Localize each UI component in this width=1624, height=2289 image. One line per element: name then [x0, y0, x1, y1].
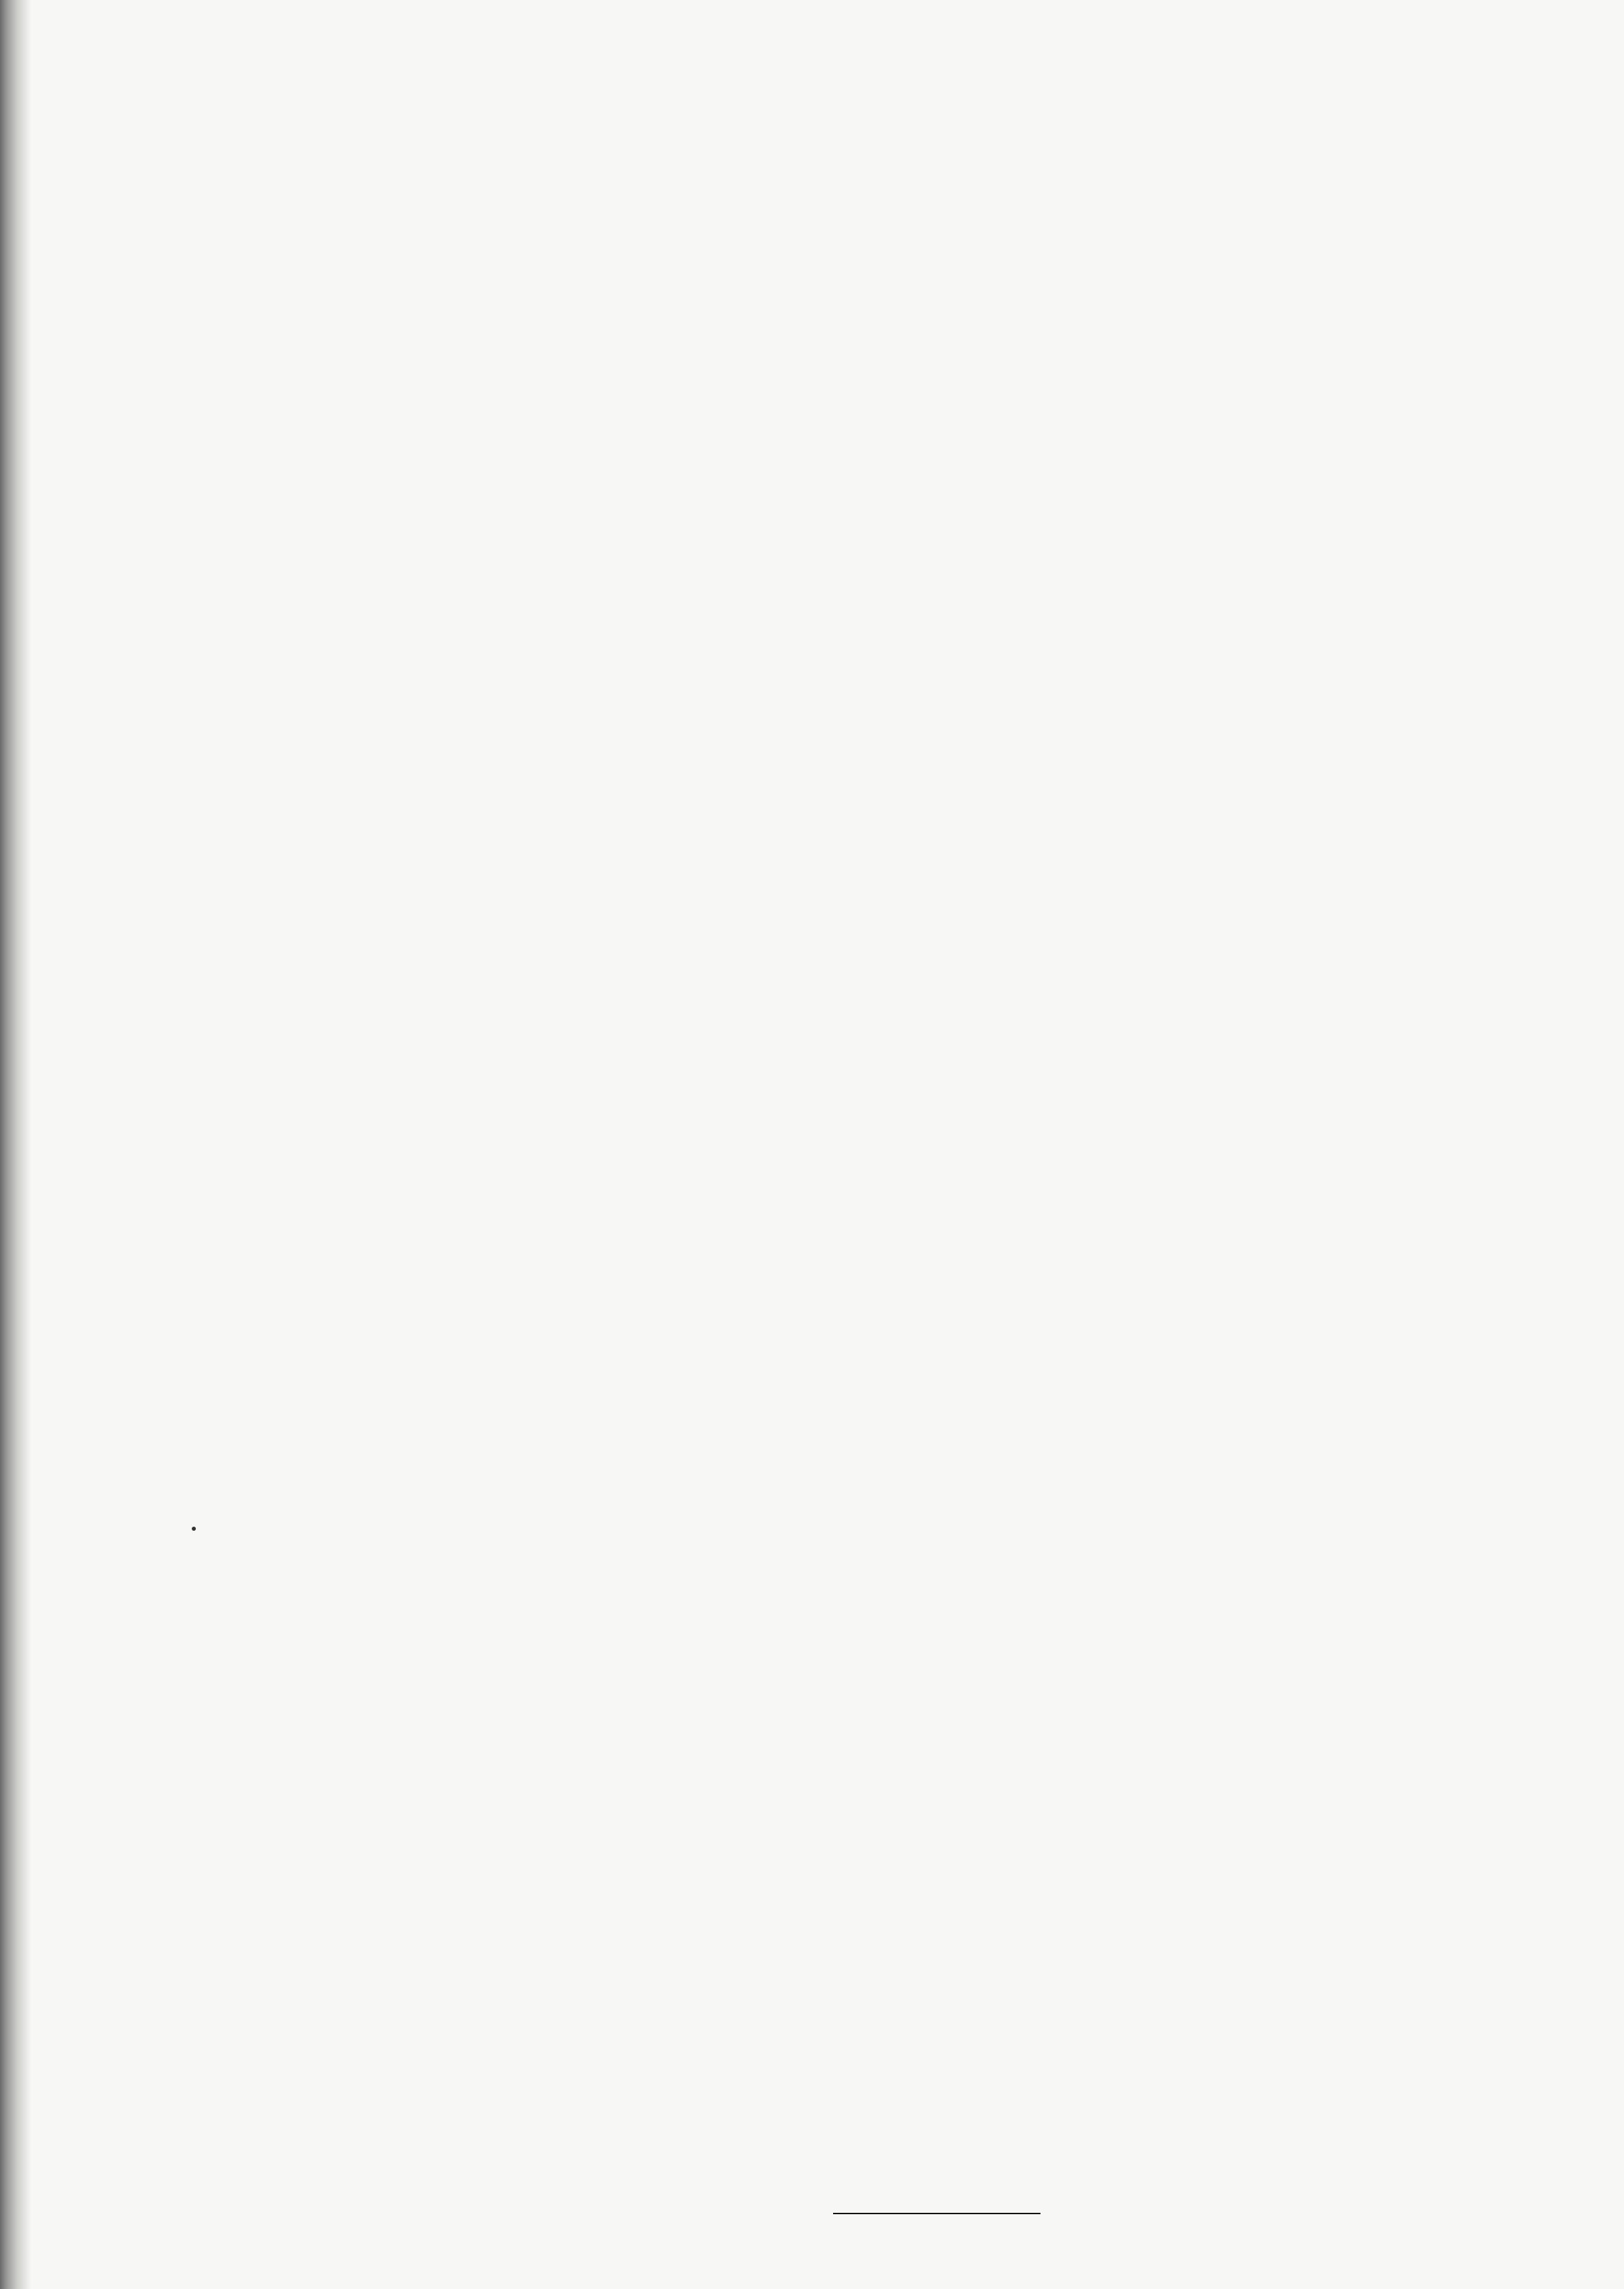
footer-rule	[833, 2213, 1041, 2214]
document-page	[258, 5, 1557, 67]
speck-mark	[192, 1527, 196, 1531]
binding-shadow	[0, 0, 31, 2289]
